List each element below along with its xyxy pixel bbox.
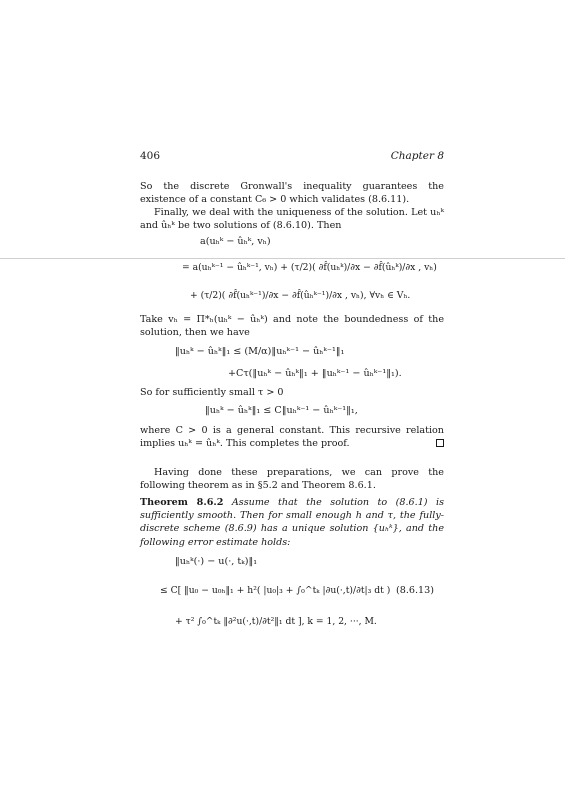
paragraph-gronwall: So the discrete Gronwall's inequality guarantees the existence of a constant C₆ > 0 which validates (8.6.11). (140, 181, 444, 206)
paragraph-take-vh: Take vₕ = Π*ₕ(uₕᵏ − ûₕᵏ) and note the boundedness of the solution, then we have (140, 314, 444, 339)
scan-artifact-line (0, 258, 565, 259)
equation-line: a(uₕᵏ − ûₕᵏ, vₕ) (200, 236, 271, 247)
equation-line: +Cτ(‖uₕᵏ − ûₕᵏ‖₁ + ‖uₕᵏ⁻¹ − ûₕᵏ⁻¹‖₁). (228, 368, 402, 379)
page-header (140, 150, 444, 162)
chapter-title: Chapter 8 (390, 150, 444, 162)
equation-line: + (τ/2)( ∂f̂(uₕᵏ⁻¹)/∂x − ∂f̂(ûₕᵏ⁻¹)/∂x , vₕ), ∀vₕ ∈ Vₕ. (190, 290, 411, 301)
equation-line: ‖uₕᵏ(·) − u(·, tₖ)‖₁ (175, 556, 258, 567)
equation-line: ≤ C[ ‖u₀ − u₀ₕ‖₁ + h²( |u₀|₃ + ∫₀^tₖ |∂u(·,t)/∂t|₃ dt ) (160, 585, 391, 596)
paragraph-small-tau: So for sufficiently small τ > 0 (140, 387, 284, 398)
paragraph-preparations: Having done these preparations, we can prove the following theorem as in §5.2 and Theorem 8.6.1. (140, 467, 444, 492)
equation-number: (8.6.13) (396, 585, 435, 596)
paragraph-conclusion (140, 424, 444, 450)
equation-line: + τ² ∫₀^tₖ ‖∂²u(·,t)/∂t²‖₁ dt ], k = 1, 2, ···, M. (175, 616, 377, 627)
theorem-label: Theorem 8.6.2 (140, 497, 224, 508)
equation-line: ‖uₕᵏ − ûₕᵏ‖₁ ≤ C‖uₕᵏ⁻¹ − ûₕᵏ⁻¹‖₁, (205, 405, 358, 416)
equation-line: ‖uₕᵏ − ûₕᵏ‖₁ ≤ (M/α)‖uₕᵏ⁻¹ − ûₕᵏ⁻¹‖₁ (175, 346, 345, 357)
page-number: 406 (140, 150, 161, 162)
qed-box-icon (436, 439, 444, 447)
paragraph-uniqueness: Finally, we deal with the uniqueness of the solution. Let uₕᵏ and ûₕᵏ be two solutions of (8.6.10). Then (140, 207, 444, 232)
equation-line: = a(uₕᵏ⁻¹ − ûₕᵏ⁻¹, vₕ) + (τ/2)( ∂f̂(uₕᵏ)/∂x − ∂f̂(ûₕᵏ)/∂x , vₕ) (182, 262, 437, 273)
conclusion-text: where C > 0 is a general constant. This recursive relation implies uₕᵏ = ûₕᵏ. This completes the proof. (140, 425, 444, 450)
theorem-block (140, 496, 444, 549)
theorem-statement: Assume that the solution to (8.6.1) is sufficiently smooth. Then for small enough h and τ, the fully-discrete scheme (8.6.9) has a unique solution {uₕᵏ}, and the following error estimate holds: (140, 497, 444, 548)
